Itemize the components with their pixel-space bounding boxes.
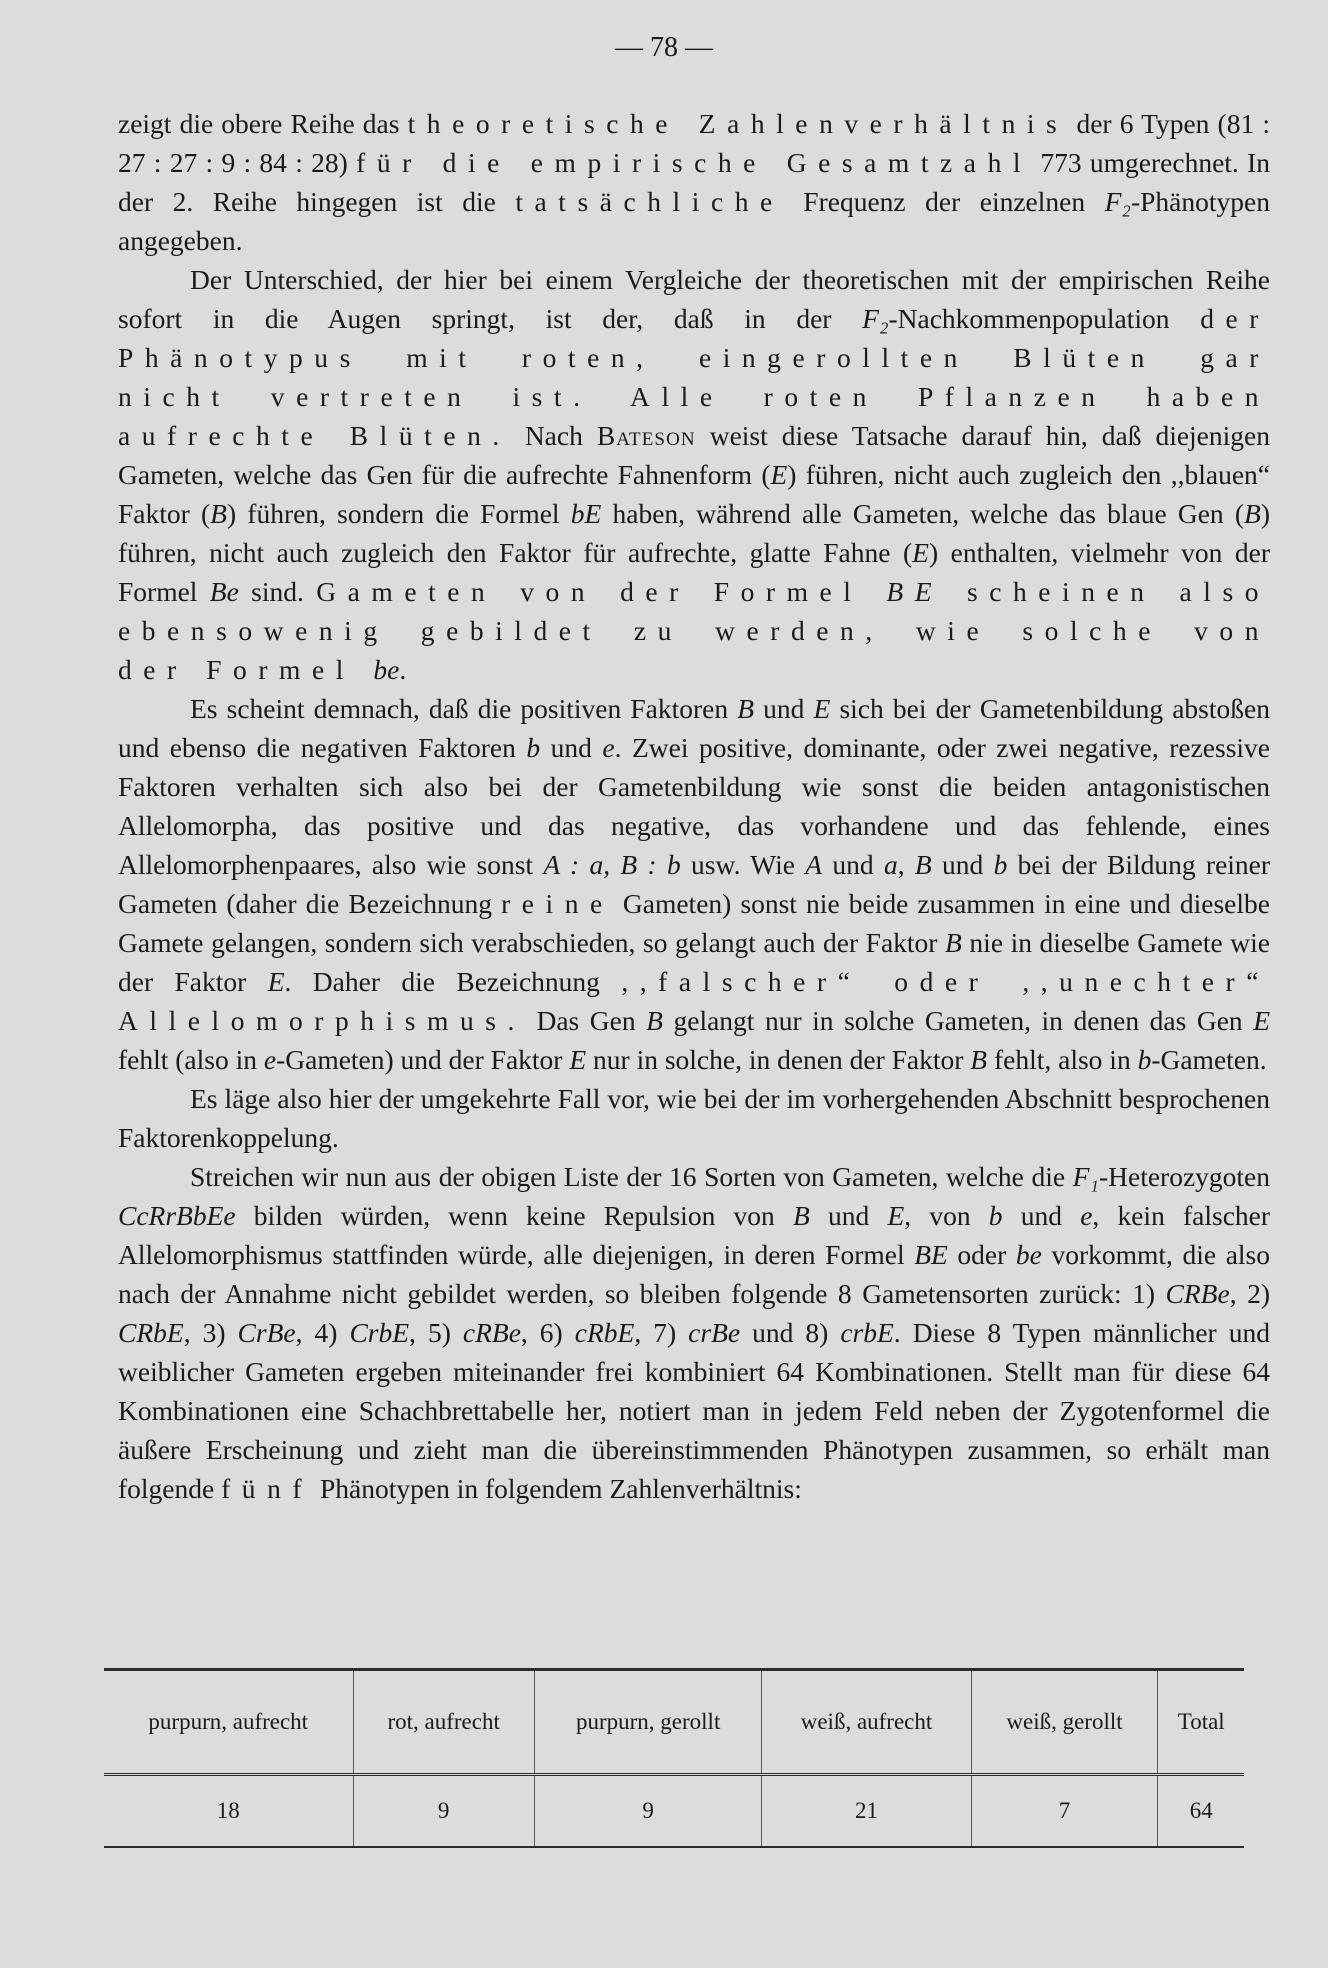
table-cell: 21 (762, 1775, 971, 1848)
paragraph-1: zeigt die obere Reihe das theoretische Zahlenverhältnis der 6 Typen (81 : 27 : 27 : 9 : 84 : 28) für die empirische Gesamtzahl 773 umgerechnet. In der 2. Reihe hingegen ist die tatsächliche Frequenz der einzelnen F₂-Phänotypen angegeben. (118, 108, 1270, 256)
table-header-cell: purpurn, gerollt (534, 1670, 762, 1775)
page-number: — 78 — (615, 32, 713, 63)
table-cell: 9 (353, 1775, 534, 1848)
table-header-cell: purpurn, aufrecht (104, 1670, 353, 1775)
table-cell: 64 (1189, 1798, 1213, 1823)
body-text (118, 104, 1270, 1508)
table-header-cell: weiß, gerollt (971, 1670, 1158, 1775)
table-header-row (104, 1670, 1244, 1775)
table-row (104, 1775, 1244, 1848)
paragraph-4: Es läge also hier der umgekehrte Fall vor, wie bei der im vorhergehenden Abschnitt besprochenen Faktorenkoppelung. (118, 1083, 1270, 1153)
table-cell: 9 (534, 1775, 762, 1848)
table-cell: 7 (971, 1775, 1158, 1848)
paragraph-2: Der Unterschied, der hier bei einem Vergleiche der theoretischen mit der empirischen Reihe sofort in die Augen springt, ist der, daß in der F₂-Nachkommenpopulation der Phänotypus mit roten, eingerollten Blüten gar nicht vertreten ist. Alle roten Pflanzen haben aufrechte Blüten. Nach Bateson weist diese Tatsache darauf hin, daß diejenigen Gameten, welche das Gen für die aufrechte Fahnenform (E) führen, nicht auch zugleich den ,,blauen“ Faktor (B) führen, sondern die Formel bE haben, während alle Gameten, welche das blaue Gen (B) führen, nicht auch zugleich den Faktor für aufrechte, glatte Fahne (E) enthalten, vielmehr von der Formel Be sind. Gameten von der Formel BE scheinen also ebensowenig gebildet zu werden, wie solche von der Formel be. (118, 264, 1270, 685)
table-cell: 18 (104, 1775, 353, 1848)
table-header-cell: rot, aufrecht (353, 1670, 534, 1775)
phenotype-table (104, 1668, 1244, 1848)
paragraph-3: Es scheint demnach, daß die positiven Faktoren B und E sich bei der Gametenbildung abstoßen und ebenso die negativen Faktoren b und e. Zwei positive, dominante, oder zwei negative, rezessive Faktoren verhalten sich also bei der Gametenbildung wie sonst die beiden antagonistischen Allelomorpha, das positive und das negative, das vorhandene und das fehlende, eines Allelomorphenpaares, also wie sonst A : a, B : b usw. Wie A und a, B und b bei der Bildung reiner Gameten (daher die Bezeichnung reine Gameten) sonst nie beide zusammen in eine und dieselbe Gamete gelangen, sondern sich verabschieden, so gelangt auch der Faktor B nie in dieselbe Gamete wie der Faktor E. Daher die Bezeichnung ,,falscher“ oder ,,unechter“ Allelomorphismus. Das Gen B gelangt nur in solche Gameten, in denen das Gen E fehlt (also in e-Gameten) und der Faktor E nur in solche, in denen der Faktor B fehlt, also in b-Gameten. (118, 693, 1271, 1075)
table-header-cell: Total (1177, 1709, 1225, 1734)
paragraph-5: Streichen wir nun aus der obigen Liste der 16 Sorten von Gameten, welche die F₁-Heterozygoten CcRrBbEe bilden würden, wenn keine Repulsion von B und E, von b und e, kein falscher Allelomorphismus stattfinden würde, alle diejenigen, in deren Formel BE oder be vorkommt, die also nach der Annahme nicht gebildet werden, so bleiben folgende 8 Gametensorten zurück: 1) CRBe, 2) CRbE, 3) CrBe, 4) CrbE, 5) cRBe, 6) cRbE, 7) crBe und 8) crbE. Diese 8 Typen männlicher und weiblicher Gameten ergeben miteinander frei kombiniert 64 Kombinationen. Stellt man für diese 64 Kombinationen eine Schachbrettabelle her, notiert man in jedem Feld neben der Zygotenformel die äußere Erscheinung und zieht man die übereinstimmenden Phänotypen zusammen, so erhält man folgende fünf Phänotypen in folgendem Zahlenverhältnis: (118, 1161, 1271, 1504)
table-header-cell: weiß, aufrecht (762, 1670, 971, 1775)
